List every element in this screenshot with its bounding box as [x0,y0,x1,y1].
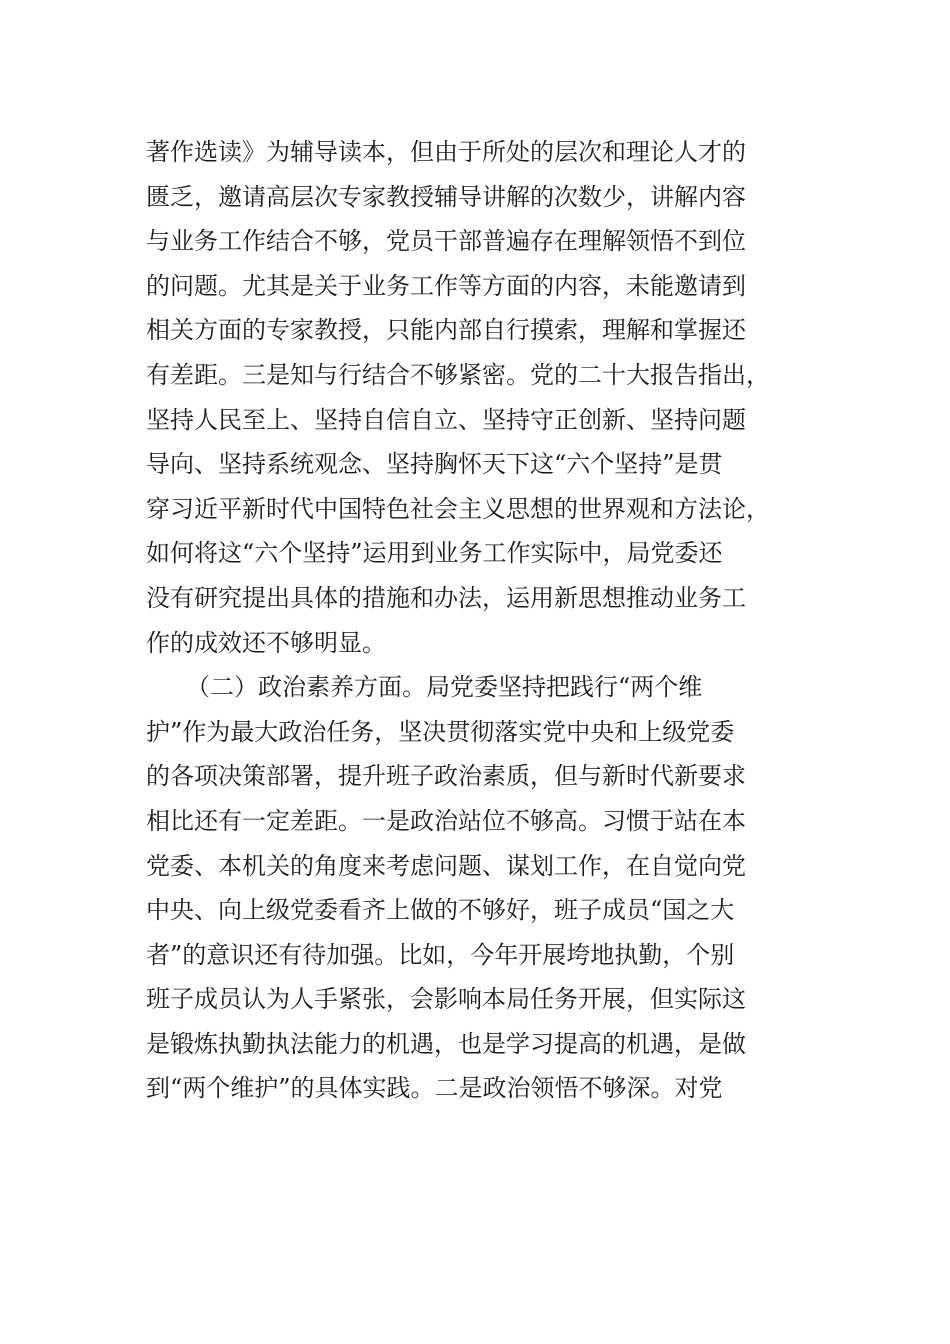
text-line-10: 如何将这“六个坚持”运用到业务工作实际中，局党委还 [146,539,723,568]
body-text [146,130,806,1111]
text-line-2: 匮乏，邀请高层次专家教授辅导讲解的次数少，讲解内容 [146,182,746,211]
text-line-15: 的各项决策部署，提升班子政治素质，但与新时代新要求 [146,762,746,791]
section-heading-line: （二）政治素养方面。局党委坚持把践行“两个维 [186,673,703,702]
text-line-5: 相关方面的专家教授，只能内部自行摸索，理解和掌握还 [146,316,746,345]
text-line-16: 相比还有一定差距。一是政治站位不够高。习惯于站在本 [146,806,746,835]
text-line-4: 的问题。尤其是关于业务工作等方面的内容，未能邀请到 [146,271,746,300]
text-line-7: 坚持人民至上、坚持自信自立、坚持守正创新、坚持问题 [146,405,746,434]
text-line-14: 护”作为最大政治任务，坚决贯彻落实党中央和上级党委 [146,717,735,746]
text-line-18: 中央、向上级党委看齐上做的不够好，班子成员“国之大 [146,896,735,925]
text-line-12: 作的成效还不够明显。 [146,628,386,657]
text-line-6: 有差距。三是知与行结合不够紧密。党的二十大报告指出， [146,360,770,389]
text-line-19: 者”的意识还有待加强。比如，今年开展垮地执勤，个别 [146,940,735,969]
text-line-9: 穿习近平新时代中国特色社会主义思想的世界观和方法论， [146,494,770,523]
text-line-20: 班子成员认为人手紧张，会影响本局任务开展，但实际这 [146,985,746,1014]
text-line-3: 与业务工作结合不够，党员干部普遍存在理解领悟不到位 [146,227,746,256]
text-line-8: 导向、坚持系统观念、坚持胸怀天下这“六个坚持”是贯 [146,450,723,479]
text-line-11: 没有研究提出具体的措施和办法，运用新思想推动业务工 [146,583,746,612]
text-line-17: 党委、本机关的角度来考虑问题、谋划工作，在自觉向党 [146,851,746,880]
text-line-22: 到“两个维护”的具体实践。二是政治领悟不够深。对党 [146,1074,723,1103]
text-line-21: 是锻炼执勤执法能力的机遇，也是学习提高的机遇，是做 [146,1029,746,1058]
text-line-1: 著作选读》为辅导读本，但由于所处的层次和理论人才的 [146,138,746,166]
